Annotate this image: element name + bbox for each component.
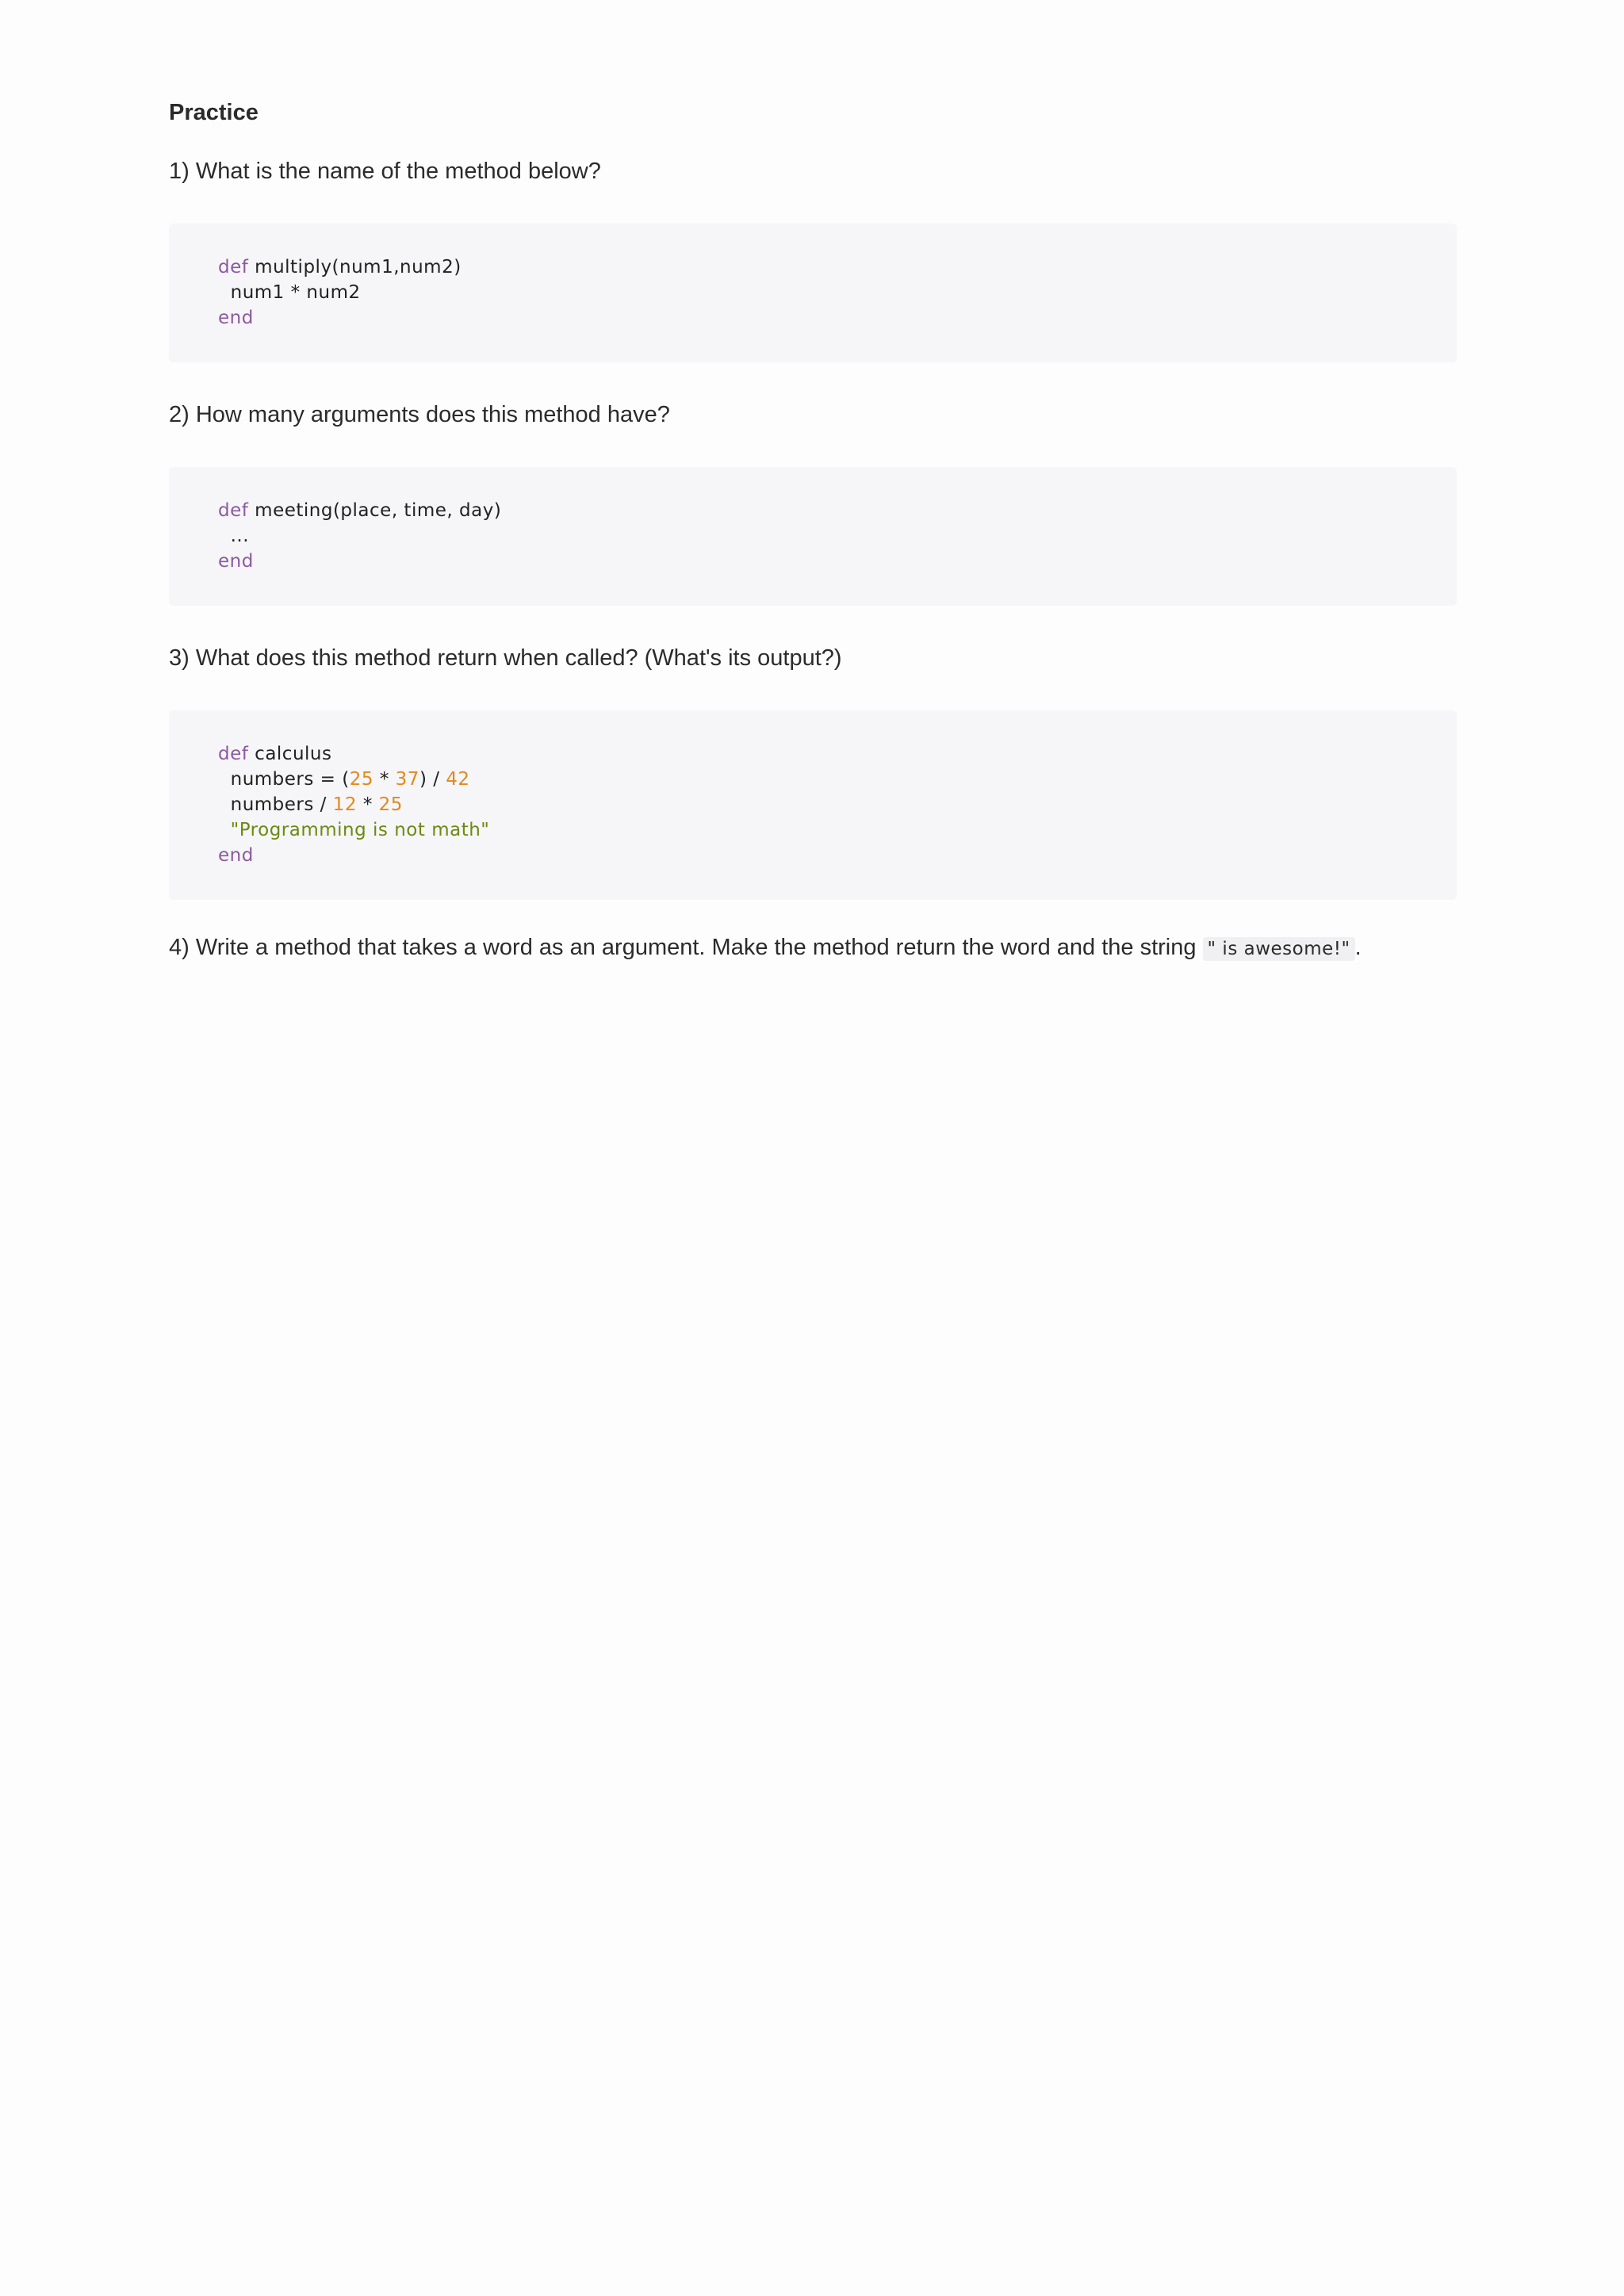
keyword-def: def bbox=[218, 744, 249, 764]
keyword-def: def bbox=[218, 500, 249, 521]
keyword-end: end bbox=[218, 308, 254, 328]
code-line bbox=[218, 498, 1408, 523]
code-text: * bbox=[373, 769, 396, 790]
code-line bbox=[218, 843, 1408, 868]
code-text: ) / bbox=[419, 769, 446, 790]
question-4-tail: . bbox=[1354, 935, 1362, 960]
keyword-end: end bbox=[218, 551, 254, 572]
code-block-2 bbox=[169, 467, 1457, 606]
code-line bbox=[218, 549, 1408, 574]
code-text: numbers / bbox=[218, 794, 333, 815]
keyword-def: def bbox=[218, 257, 249, 277]
question-2: 2) How many arguments does this method have? bbox=[169, 402, 670, 427]
keyword-end: end bbox=[218, 845, 254, 866]
code-text: multiply(num1,num2) bbox=[248, 257, 462, 277]
code-line bbox=[218, 741, 1408, 767]
question-4 bbox=[169, 932, 1457, 965]
code-line bbox=[218, 792, 1408, 817]
code-block-3 bbox=[169, 710, 1457, 900]
code-line bbox=[218, 305, 1408, 331]
number-literal: 25 bbox=[349, 769, 374, 790]
code-line bbox=[218, 767, 1408, 792]
number-literal: 42 bbox=[446, 769, 470, 790]
code-text: numbers = ( bbox=[218, 769, 350, 790]
string-literal: "Programming is not math" bbox=[218, 820, 490, 840]
code-line bbox=[218, 254, 1408, 280]
inline-code: " is awesome!" bbox=[1203, 937, 1355, 961]
number-literal: 12 bbox=[332, 794, 358, 815]
number-literal: 37 bbox=[395, 769, 419, 790]
number-literal: 25 bbox=[378, 794, 403, 815]
page-title: Practice bbox=[169, 100, 259, 125]
code-text: calculus bbox=[248, 744, 332, 764]
worksheet-page bbox=[169, 87, 1457, 965]
code-text: * bbox=[357, 794, 379, 815]
code-block-1 bbox=[169, 224, 1457, 362]
question-4-text: 4) Write a method that takes a word as an argument. Make the method return the word and the string bbox=[169, 935, 1203, 960]
code-line: num1 * num2 bbox=[218, 282, 361, 303]
question-1: 1) What is the name of the method below? bbox=[169, 159, 601, 184]
code-text: meeting(place, time, day) bbox=[248, 500, 502, 521]
question-3: 3) What does this method return when called? (What's its output?) bbox=[169, 645, 842, 671]
code-line: ... bbox=[218, 526, 250, 546]
